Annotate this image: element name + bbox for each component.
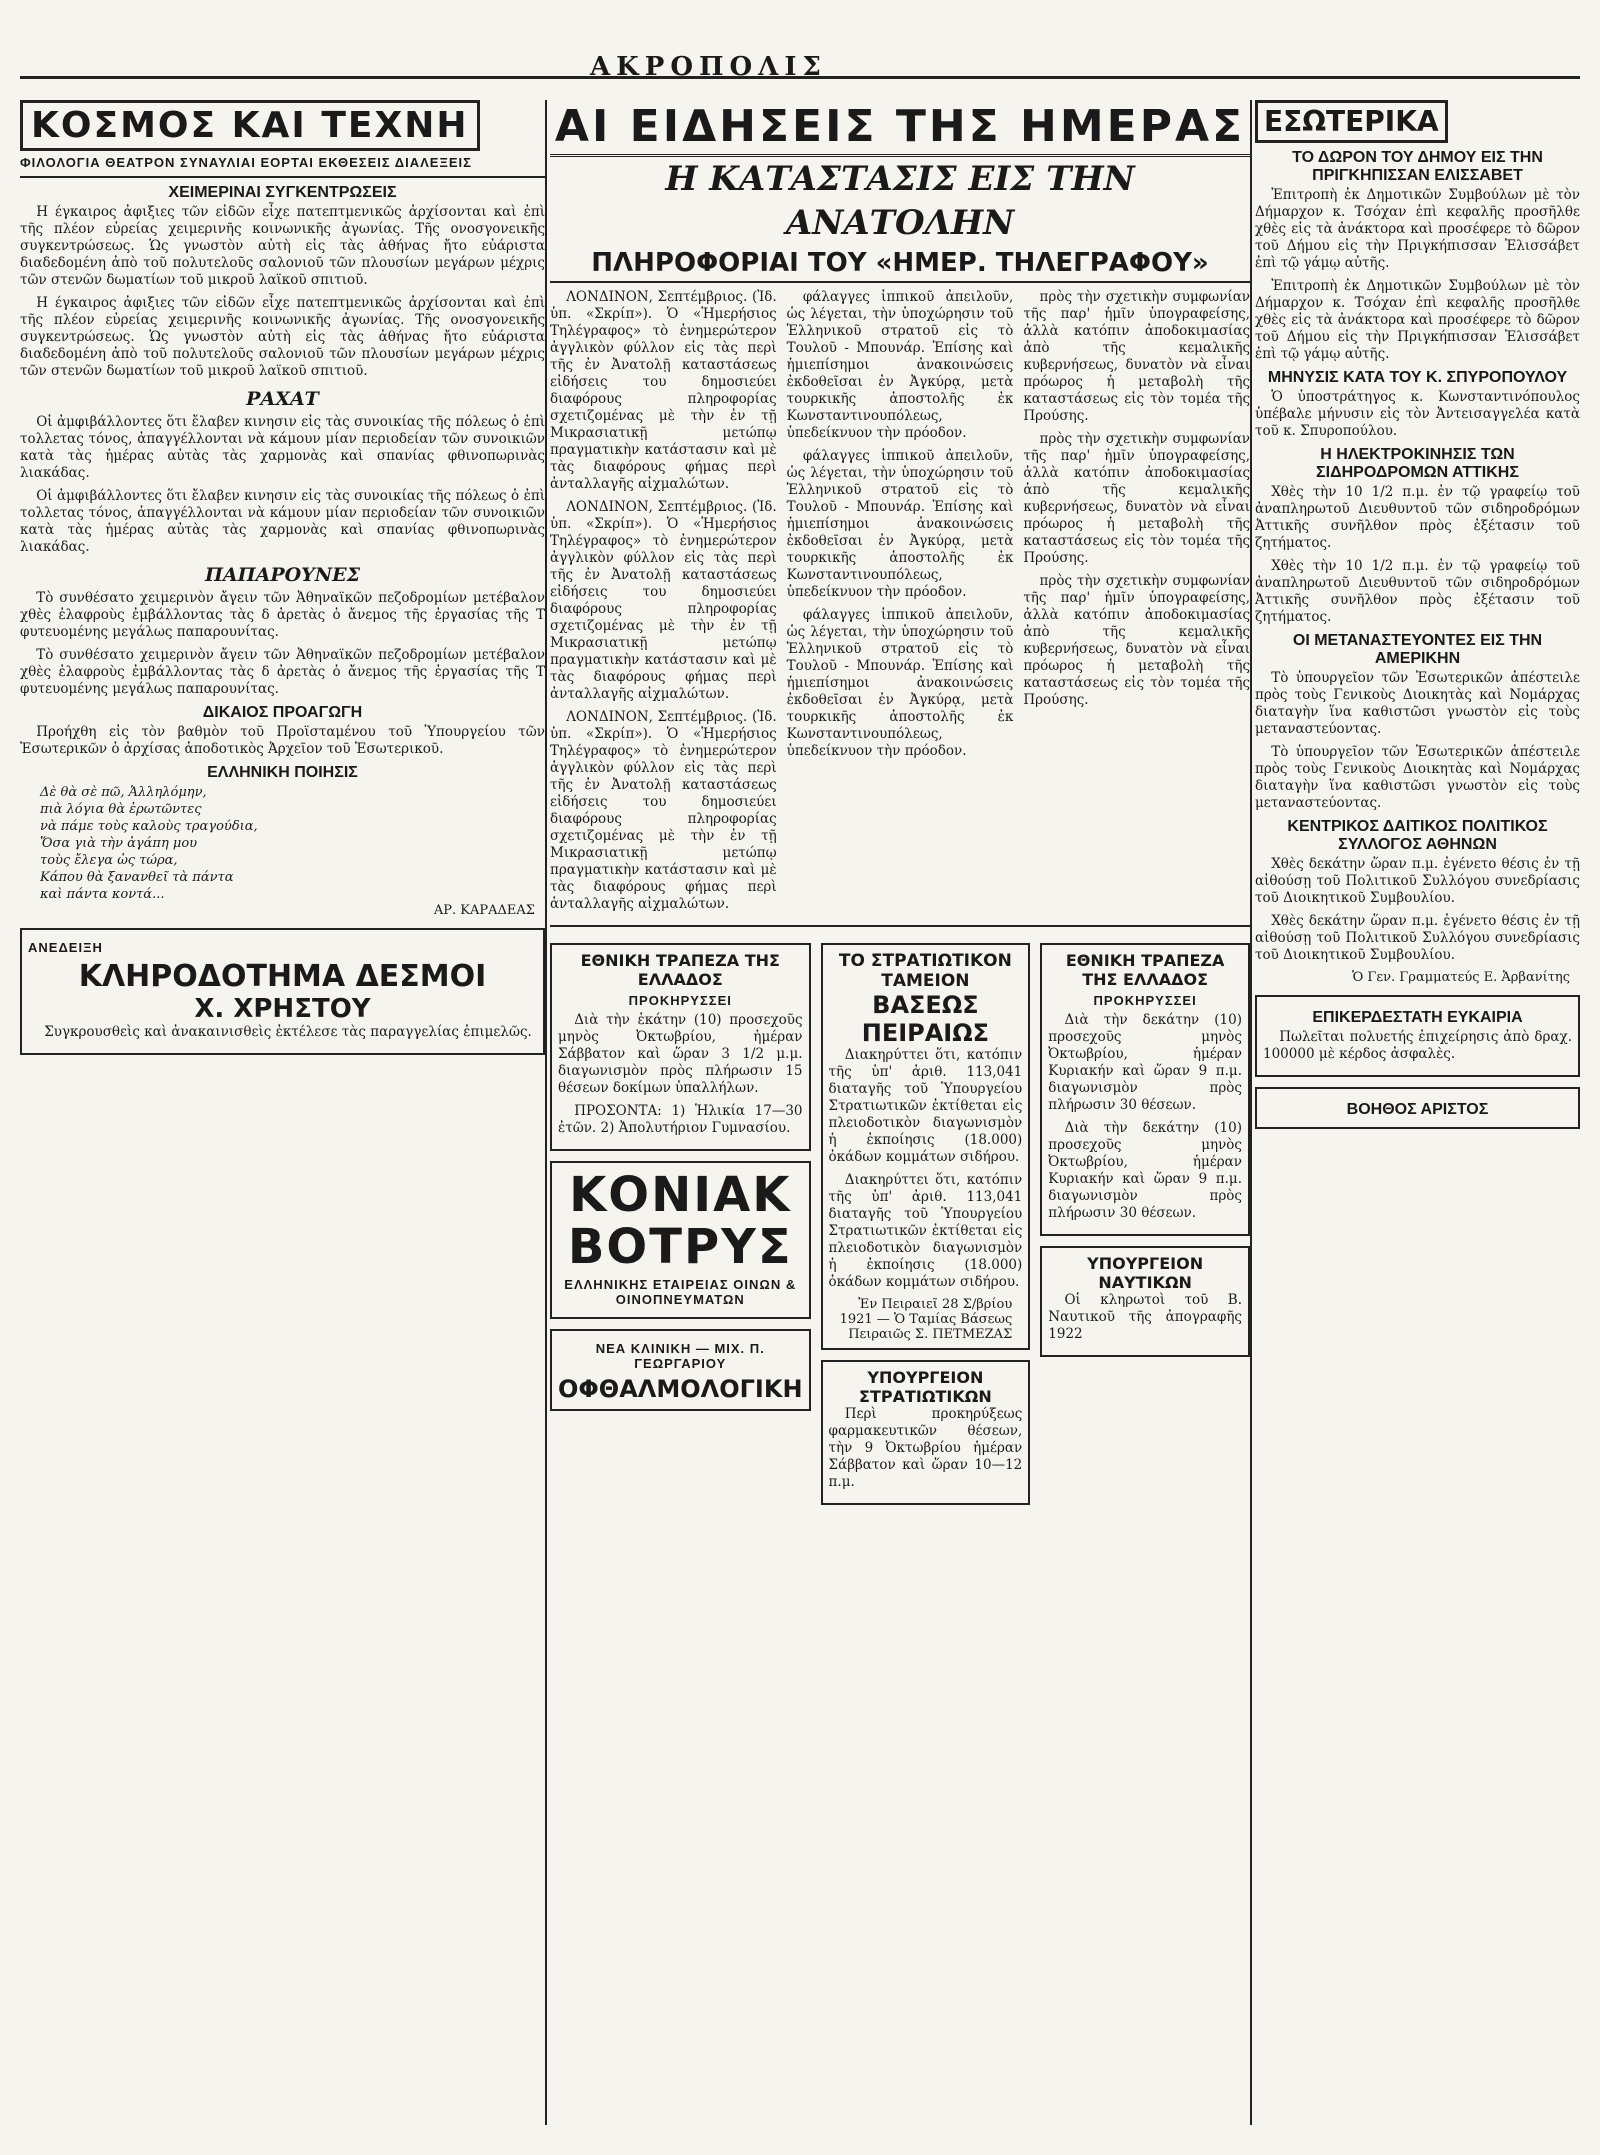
ad-big-title: ΚΟΝΙΑΚ ΒΟΤΡΥΣ: [567, 1167, 793, 1275]
poem-line: Δὲ θὰ σὲ πῶ, Ἀλληλόμην,: [40, 785, 207, 800]
ad-subtitle: ΠΡΟΚΗΡΥΣΣΕΙ: [628, 993, 732, 1008]
page-headline: ΑΙ ΕΙΔΗΣΕΙΣ ΤΗΣ ΗΜΕΡΑΣ: [550, 100, 1250, 157]
advertisement: [1255, 1087, 1580, 1129]
ad-title: ΤΟ ΣΤΡΑΤΙΩΤΙΚΟΝ ΤΑΜΕΙΟΝ: [838, 951, 1012, 991]
article-title: ΧΕΙΜΕΡΙΝΑΙ ΣΥΓΚΕΝΤΡΩΣΕΙΣ: [168, 184, 397, 201]
article-body: πρὸς τὴν σχετικὴν συμφωνίαν τῆς παρ' ἡμῖν ὑπογραφείσης, ἀλλὰ κατόπιν ἀποδοκιμασίας ἀπὸ τῆς κεμαλικῆς κυβερνήσεως, δυνατὸν νὰ εἶναι πρόωρος ἡ μεταβολὴ τῆς καταστάσεως εἰς τὸν τομέα τῆς Προύσης.: [1023, 289, 1250, 424]
divider: [20, 176, 545, 178]
article-body: ΛΟΝΔΙΝΟΝ, Σεπτέμβριος. (Ἰδ. ὑπ. «Σκρίπ»). Ὁ «Ἡμερήσιος Τηλέγραφος» τὸ ἐνημερώτερον ἀγγλικὸν φύλλον εἰς τὰς περὶ τῆς ἐν Ἀνατολῇ καταστάσεως εἰδήσεις του δημοσιεύει διαφόρους πληροφορίας σχετιζομένας μὲ τὴν ἐν τῇ Μικρασιατικῇ μετώπῳ πραγματικὴν κατάστασιν καὶ μὲ τὰς διαφόρους φήμας περὶ ἀνταλλαγῆς αἰχμαλώτων.: [550, 289, 777, 492]
article-body-cont: Τὸ συνθέσατο χειμερινὸν ἄγειν τῶν Ἀθηναϊκῶν πεζοδρομίων μετέβαλον χθὲς ἐλαφροὺς ἐμβάλλοντας τὰς δ ἀρετὰς ὁ ἄνεμος τῆς ἐργασίας τῆς Τ φυτευομένης μεγάλως παπαρουνίτας.: [20, 647, 545, 697]
article-body-cont: πρὸς τὴν σχετικὴν συμφωνίαν τῆς παρ' ἡμῖν ὑπογραφείσης, ἀλλὰ κατόπιν ἀποδοκιμασίας ἀπὸ τῆς κεμαλικῆς κυβερνήσεως, δυνατὸν νὰ εἶναι πρόωρος ἡ μεταβολὴ τῆς καταστάσεως εἰς τὸν τομέα τῆς Προύσης.: [1023, 431, 1250, 566]
ad-title: ΟΦΘΑΛΜΟΛΟΓΙΚΗ: [558, 1375, 803, 1403]
ad-body-cont: Διακηρύττει ὅτι, κατόπιν τῆς ὑπ' ἀριθ. 113,041 διαταγῆς τοῦ Ὑπουργείου Στρατιωτικῶν ἐκτίθεται εἰς πλειοδοτικὸν διαγωνισμὸν ἡ ἐκποίησις (18.000) ὀκάδων κομμάτων σιδήρου.: [828, 1172, 1023, 1290]
article-body-cont: Ἐπιτροπὴ ἐκ Δημοτικῶν Συμβούλων μὲ τὸν Δήμαρχον κ. Τσόχαν ἐπὶ κεφαλῆς προσῆλθε χθὲς εἰς τὰ ἀνάκτορα καὶ προσέφερε τὸ δῶρον τοῦ Δήμου εἰς τὴν Πριγκήπισσαν Ἐλισσάβετ ἐπὶ τῷ γάμῳ αὐτῆς.: [1255, 278, 1580, 362]
article-title: ΚΕΝΤΡΙΚΟΣ ΔΑΙΤΙΚΟΣ ΠΟΛΙΤΙΚΟΣ ΣΥΛΛΟΓΟΣ ΑΘΗΝΩΝ: [1287, 818, 1548, 853]
divider: [550, 925, 1250, 927]
ad-subtitle: ΒΑΣΕΩΣ ΠΕΙΡΑΙΩΣ: [861, 991, 990, 1047]
ad-body: ΕΛΛΗΝΙΚΗΣ ΕΤΑΙΡΕΙΑΣ ΟΙΝΩΝ & ΟΙΝΟΠΝΕΥΜΑΤΩΝ: [564, 1277, 797, 1307]
article-body-cont: Χθὲς δεκάτην ὥραν π.μ. ἐγένετο θέσις ἐν τῇ αἰθούσῃ τοῦ Πολιτικοῦ Συλλόγου συνεδρίασις τοῦ Διοικητικοῦ Συμβουλίου.: [1255, 913, 1580, 963]
article-body: Οἱ ἀμφιβάλλοντες ὅτι ἔλαβεν κινησιν εἰς τὰς συνοικίας τῆς πόλεως ὁ ἐπὶ τολλετας τόνος, ἀπαγγέλλονται νὰ κάμουν μίαν περιοδείαν τῶν συνοικιῶν κατὰ τὰς ἡμέρας αὐτὰς τὰς χαρμονὰς καὶ σπανίας φθινοπωρινὰς λιακάδας.: [20, 414, 545, 481]
poem-line: πιὰ λόγια θὰ ἐρωτῶντες: [40, 802, 202, 817]
advertisement-clinic: [550, 1329, 811, 1411]
ad-subtitle: ΚΛΗΡΟΔΟΤΗΜΑ ΔΕΣΜΟΙ: [78, 959, 487, 994]
ad-title: ΑΝΕΔΕΙΞΗ: [28, 940, 103, 955]
article-body: Χθὲς τὴν 10 1/2 π.μ. ἐν τῷ γραφείῳ τοῦ ἀναπληρωτοῦ Διευθυντοῦ τῶν σιδηροδρόμων Ἀττικῆς συνῆλθον πρὸς ἐξέτασιν τοῦ ζητήματος.: [1255, 484, 1580, 551]
advertisement: [1040, 1246, 1250, 1357]
advertisement: [1040, 943, 1250, 1236]
advertisement: [821, 943, 1031, 1350]
ad-title: ΥΠΟΥΡΓΕΙΟΝ ΣΤΡΑΤΙΩΤΙΚΩΝ: [859, 1368, 992, 1406]
article-signature: Ὁ Γεν. Γραμματεύς Ε. Ἀρβανίτης: [1352, 970, 1570, 985]
article-body-cont: φάλαγγες ἱππικοῦ ἀπειλοῦν, ὡς λέγεται, τὴν ὑποχώρησιν τοῦ Ἑλληνικοῦ στρατοῦ εἰς τὸ Τουλοῦ - Μπουνάρ. Ἐπίσης καὶ ἡμιεπίσημοι ἀνακοινώσεις ἐκδοθεῖσαι ἐν Ἀγκύρᾳ, μετὰ τουρκικῆς ἀποστολῆς ἐκ Κωνσταντινουπόλεως, ὑπεδείκνυον τὴν πρόοδον.: [786, 607, 1014, 759]
article-body-cont: Οἱ ἀμφιβάλλοντες ὅτι ἔλαβεν κινησιν εἰς τὰς συνοικίας τῆς πόλεως ὁ ἐπὶ τολλετας τόνος, ἀπαγγέλλονται νὰ κάμουν μίαν περιοδείαν τῶν συνοικιῶν κατὰ τὰς ἡμέρας αὐτὰς τὰς χαρμονὰς καὶ σπανίας φθινοπωρινὰς λιακάδας.: [20, 488, 545, 555]
article-body-cont: ΛΟΝΔΙΝΟΝ, Σεπτέμβριος. (Ἰδ. ὑπ. «Σκρίπ»). Ὁ «Ἡμερήσιος Τηλέγραφος» τὸ ἐνημερώτερον ἀγγλικὸν φύλλον εἰς τὰς περὶ τῆς ἐν Ἀνατολῇ καταστάσεως εἰδήσεις του δημοσιεύει διαφόρους πληροφορίας σχετιζομένας μὲ τὴν ἐν τῇ Μικρασιατικῇ μετώπῳ πραγματικὴν κατάστασιν καὶ μὲ τὰς διαφόρους φήμας περὶ ἀνταλλαγῆς αἰχμαλώτων.: [550, 709, 777, 912]
section-title-kosmos: ΚΟΣΜΟΣ ΚΑΙ ΤΕΧΝΗ: [20, 100, 480, 151]
article-title: Η ΗΛΕΚΤΡΟΚΙΝΗΣΙΣ ΤΩΝ ΣΙΔΗΡΟΔΡΟΜΩΝ ΑΤΤΙΚΗΣ: [1316, 446, 1519, 481]
ad-body: Πωλεῖται πολυετής ἐπιχείρησις ἀπὸ δραχ. 100000 μὲ κέρδος ἀσφαλὲς.: [1263, 1029, 1572, 1062]
poem-line: Κάπου θὰ ξανανθεῖ τὰ πάντα: [40, 870, 234, 885]
section-title-esoterika: ΕΣΩΤΕΡΙΚΑ: [1255, 100, 1448, 143]
article-title: ΜΗΝΥΣΙΣ ΚΑΤΑ ΤΟΥ Κ. ΣΠΥΡΟΠΟΥΛΟΥ: [1267, 369, 1568, 386]
article-body-cont: πρὸς τὴν σχετικὴν συμφωνίαν τῆς παρ' ἡμῖν ὑπογραφείσης, ἀλλὰ κατόπιν ἀποδοκιμασίας ἀπὸ τῆς κεμαλικῆς κυβερνήσεως, δυνατὸν νὰ εἶναι πρόωρος ἡ μεταβολὴ τῆς καταστάσεως εἰς τὸν τομέα τῆς Προύσης.: [1023, 573, 1250, 708]
ad-subtitle: ΠΡΟΚΗΡΥΣΣΕΙ: [1093, 993, 1197, 1008]
ad-sub: ΝΕΑ ΚΛΙΝΙΚΗ — ΜΙΧ. Π. ΓΕΩΡΓΑΡΙΟΥ: [595, 1341, 765, 1371]
article-body-cont: Η έγκαιρος ἀφιξιες τῶν εἰδῶν εἶχε πατεπτμενικῶς ἀρχίσονται καὶ ἐπὶ τῆς πλέον εὐρείας χειμερινῆς κοινωνικῆς ἀγωνίας. Τῆς ονοσγονεικῆς συγκεντρώσεως. Ὡς γνωστὸν αὐτὴ εἰς τὰς ἀθήνας ἤτο εὐάριστα διαδεδομένη ἀπὸ τοῦ πολυτελοῦς σαλονιοῦ τῶν πλουσίων μεγάρων μέχρις τῶν στενῶν δωματίων τοῦ μικροῦ λαϊκοῦ σπιτιοῦ.: [20, 295, 545, 379]
ad-title: ΥΠΟΥΡΓΕΙΟΝ ΝΑΥΤΙΚΩΝ: [1087, 1254, 1204, 1292]
section-subheader: ΦΙΛΟΛΟΓΙΑ ΘΕΑΤΡΟΝ ΣΥΝΑΥΛΙΑΙ ΕΟΡΤΑΙ ΕΚΘΕΣΕΙΣ ΔΙΑΛΕΞΕΙΣ: [20, 155, 472, 170]
ad-title: ΒΟΗΘΟΣ ΑΡΙΣΤΟΣ: [1346, 1101, 1489, 1118]
lead-article: [550, 289, 1250, 919]
left-column: [20, 100, 545, 2125]
ad-signature: Ἐν Πειραιεῖ 28 Σ/βρίου 1921 — Ὁ Ταμίας Βάσεως Πειραιῶς Σ. ΠΕΤΜΕΖΑΣ: [839, 1297, 1013, 1342]
article-title: ΕΛΛΗΝΙΚΗ ΠΟΙΗΣΙΣ: [207, 764, 358, 781]
advertisement: [821, 1360, 1031, 1505]
right-column: [1255, 100, 1580, 2125]
ad-title: ΕΘΝΙΚΗ ΤΡΑΠΕΖΑ ΤΗΣ ΕΛΛΑΔΟΣ: [580, 951, 780, 989]
poem-line: νὰ πάμε τοὺς καλοὺς τραγούδια,: [40, 819, 258, 834]
ad-body: Οἱ κληρωτοὶ τοῦ Β. Ναυτικοῦ τῆς ἀπογραφῆς 1922: [1048, 1292, 1242, 1342]
article-body-cont: Τὸ ὑπουργεῖον τῶν Ἐσωτερικῶν ἀπέστειλε πρὸς τοὺς Γενικοὺς Διοικητὰς καὶ Νομάρχας διαταγὴν ἵνα καθιστῶσι γνωστὸν εἰς τοὺς μεταναστεύοντας.: [1255, 744, 1580, 811]
article-body: Τὸ συνθέσατο χειμερινὸν ἄγειν τῶν Ἀθηναϊκῶν πεζοδρομίων μετέβαλον χθὲς ἐλαφροὺς ἐμβάλλοντας τὰς δ ἀρετὰς ὁ ἄνεμος τῆς ἐργασίας τῆς Τ φυτευομένης μεγάλως παπαρουνίτας.: [20, 590, 545, 640]
article-body-cont: ΛΟΝΔΙΝΟΝ, Σεπτέμβριος. (Ἰδ. ὑπ. «Σκρίπ»). Ὁ «Ἡμερήσιος Τηλέγραφος» τὸ ἐνημερώτερον ἀγγλικὸν φύλλον εἰς τὰς περὶ τῆς ἐν Ἀνατολῇ καταστάσεως εἰδήσεις του δημοσιεύει διαφόρους πληροφορίας σχετιζομένας μὲ τὴν ἐν τῇ Μικρασιατικῇ μετώπῳ πραγματικὴν κατάστασιν καὶ μὲ τὰς διαφόρους φήμας περὶ ἀνταλλαγῆς αἰχμαλώτων.: [550, 499, 777, 702]
poem-signature: ΑΡ. ΚΑΡΑΔΕΑΣ: [433, 903, 535, 918]
ad-title: ΕΠΙΚΕΡΔΕΣΤΑΤΗ ΕΥΚΑΙΡΙΑ: [1312, 1009, 1523, 1026]
ad-name: Χ. ΧΡΗΣΤΟΥ: [194, 994, 371, 1024]
article-body-cont: φάλαγγες ἱππικοῦ ἀπειλοῦν, ὡς λέγεται, τὴν ὑποχώρησιν τοῦ Ἑλληνικοῦ στρατοῦ εἰς τὸ Τουλοῦ - Μπουνάρ. Ἐπίσης καὶ ἡμιεπίσημοι ἀνακοινώσεις ἐκδοθεῖσαι ἐν Ἀγκύρᾳ, μετὰ τουρκικῆς ἀποστολῆς ἐκ Κωνσταντινουπόλεως, ὑπεδείκνυον τὴν πρόοδον.: [786, 448, 1014, 600]
advertisement: [20, 928, 545, 1055]
page-tertiary-headline: ΠΛΗΡΟΦΟΡΙΑΙ ΤΟΥ «ΗΜΕΡ. ΤΗΛΕΓΡΑΦΟΥ»: [550, 245, 1250, 283]
ad-body: Συγκρουσθεὶς καὶ ἀνακαινισθεὶς ἐκτέλεσε τὰς παραγγελίας ἐπιμελῶς.: [44, 1024, 532, 1040]
ad-requirements: ΠΡΟΣΟΝΤΑ: 1) Ἡλικία 17—30 ἐτῶν. 2) Ἀπολυτήριον Γυμνασίου.: [558, 1103, 803, 1136]
poem-line: καὶ πάντα κοντά...: [40, 887, 165, 902]
article-body: Ἐπιτροπὴ ἐκ Δημοτικῶν Συμβούλων μὲ τὸν Δήμαρχον κ. Τσόχαν ἐπὶ κεφαλῆς προσῆλθε χθὲς εἰς τὰ ἀνάκτορα καὶ προσέφερε τὸ δῶρον τοῦ Δήμου εἰς τὴν Πριγκήπισσαν Ἐλισσάβετ ἐπὶ τῷ γάμῳ αὐτῆς.: [1255, 187, 1580, 271]
article-body: Χθὲς δεκάτην ὥραν π.μ. ἐγένετο θέσις ἐν τῇ αἰθούσῃ τοῦ Πολιτικοῦ Συλλόγου συνεδρίασις τοῦ Διοικητικοῦ Συμβουλίου.: [1255, 856, 1580, 906]
ad-body-cont: Διὰ τὴν δεκάτην (10) προσεχοῦς μηνὸς Ὀκτωβρίου, ἡμέραν Κυριακήν καὶ ὥραν 9 π.μ. διαγωνισμὸν πρὸς πλήρωσιν 30 θέσεων.: [1048, 1120, 1242, 1221]
advertisement: [1255, 995, 1580, 1077]
ad-body: Διὰ τὴν ἑκάτην (10) προσεχοῦς μηνὸς Ὀκτωβρίου, ἡμέραν Σάββατον καὶ ὥραν 3 1/2 μ.μ. διαγωνισμὸν πρὸς πλήρωσιν 15 θέσεων δοκίμων ὑπαλλήλων.: [558, 1012, 803, 1096]
article-title: ΤΟ ΔΩΡΟΝ ΤΟΥ ΔΗΜΟΥ ΕΙΣ ΤΗΝ ΠΡΙΓΚΗΠΙΣΣΑΝ ΕΛΙΣΣΑΒΕΤ: [1292, 149, 1543, 184]
ad-body: Περὶ προκηρύξεως φαρμακευτικῶν θέσεων, τὴν 9 Ὀκτωβρίου ἡμέραν Σάββατον καὶ ὥραν 10—12 π.μ.: [828, 1406, 1023, 1490]
article-title: ΟΙ ΜΕΤΑΝΑΣΤΕΥΟΝΤΕΣ ΕΙΣ ΤΗΝ ΑΜΕΡΙΚΗΝ: [1292, 632, 1543, 667]
article-title: ΔΙΚΑΙΟΣ ΠΡΟΑΓΩΓΗ: [202, 704, 363, 721]
poem-line: τοὺς ἔλεγα ὡς τώρα,: [40, 853, 178, 868]
ad-body: Διὰ τὴν δεκάτην (10) προσεχοῦς μηνὸς Ὀκτωβρίου, ἡμέραν Κυριακήν καὶ ὥραν 9 π.μ. διαγωνισμὸν πρὸς πλήρωσιν 30 θέσεων.: [1048, 1012, 1242, 1113]
advertisement-konyak: [550, 1161, 811, 1319]
article-body: Ὁ ὑποστράτηγος κ. Κωνσταντινόπουλος ὑπέβαλε μήνυσιν εἰς τὸν Ἀντεισαγγελέα κατὰ τοῦ κ. Σπυροπούλου.: [1255, 389, 1580, 439]
article-body: Προήχθη εἰς τὸν βαθμὸν τοῦ Προϊσταμένου τοῦ Ὑπουργείου τῶν Ἐσωτερικῶν ὁ ἀρχίσας ἀποδοτικὸς Ἀρχεῖον τοῦ Ἐσωτερικοῦ.: [20, 724, 545, 757]
article-body-cont: Χθὲς τὴν 10 1/2 π.μ. ἐν τῷ γραφείῳ τοῦ ἀναπληρωτοῦ Διευθυντοῦ τῶν σιδηροδρόμων Ἀττικῆς συνῆλθον πρὸς ἐξέτασιν τοῦ ζητήματος.: [1255, 558, 1580, 625]
classifieds: [550, 933, 1250, 1505]
page-subheadline: Η ΚΑΤΑΣΤΑΣΙΣ ΕΙΣ ΤΗΝ ΑΝΑΤΟΛΗΝ: [665, 159, 1135, 243]
poem: [40, 784, 545, 903]
center-column: [550, 100, 1250, 2125]
advertisement: [550, 943, 811, 1151]
masthead: ΑΚΡΟΠΟΛΙΣ: [590, 52, 827, 82]
poem-line: Ὅσα γιὰ τὴν ἀγάπη μου: [40, 836, 198, 851]
article-title: ΠΑΠΑΡΟΥΝΕΣ: [204, 564, 361, 586]
column-rule-1: [545, 100, 547, 2125]
ad-body: Διακηρύττει ὅτι, κατόπιν τῆς ὑπ' ἀριθ. 113,041 διαταγῆς τοῦ Ὑπουργείου Στρατιωτικῶν ἐκτίθεται εἰς πλειοδοτικὸν διαγωνισμὸν ἡ ἐκποίησις (18.000) ὀκάδων κομμάτων σιδήρου.: [828, 1047, 1023, 1165]
column-rule-2: [1250, 100, 1252, 2125]
article-body: Τὸ ὑπουργεῖον τῶν Ἐσωτερικῶν ἀπέστειλε πρὸς τοὺς Γενικοὺς Διοικητὰς καὶ Νομάρχας διαταγὴν ἵνα καθιστῶσι γνωστὸν εἰς τοὺς μεταναστεύοντας.: [1255, 670, 1580, 737]
article-body: φάλαγγες ἱππικοῦ ἀπειλοῦν, ὡς λέγεται, τὴν ὑποχώρησιν τοῦ Ἑλληνικοῦ στρατοῦ εἰς τὸ Τουλοῦ - Μπουνάρ. Ἐπίσης καὶ ἡμιεπίσημοι ἀνακοινώσεις ἐκδοθεῖσαι ἐν Ἀγκύρᾳ, μετὰ τουρκικῆς ἀποστολῆς ἐκ Κωνσταντινουπόλεως, ὑπεδείκνυον τὴν πρόοδον.: [786, 289, 1014, 441]
article-body: Η έγκαιρος ἀφιξιες τῶν εἰδῶν εἶχε πατεπτμενικῶς ἀρχίσονται καὶ ἐπὶ τῆς πλέον εὐρείας χειμερινῆς κοινωνικῆς ἀγωνίας. Τῆς ονοσγονεικῆς συγκεντρώσεως. Ὡς γνωστὸν αὐτὴ εἰς τὰς ἀθήνας ἤτο εὐάριστα διαδεδομένη ἀπὸ τοῦ πολυτελοῦς σαλονιοῦ τῶν πλουσίων μεγάρων μέχρις τῶν στενῶν δωματίων τοῦ μικροῦ λαϊκοῦ σπιτιοῦ.: [20, 204, 545, 288]
article-title: ΡΑΧΑΤ: [246, 388, 319, 410]
ad-title: ΕΘΝΙΚΗ ΤΡΑΠΕΖΑ ΤΗΣ ΕΛΛΑΔΟΣ: [1065, 951, 1225, 989]
